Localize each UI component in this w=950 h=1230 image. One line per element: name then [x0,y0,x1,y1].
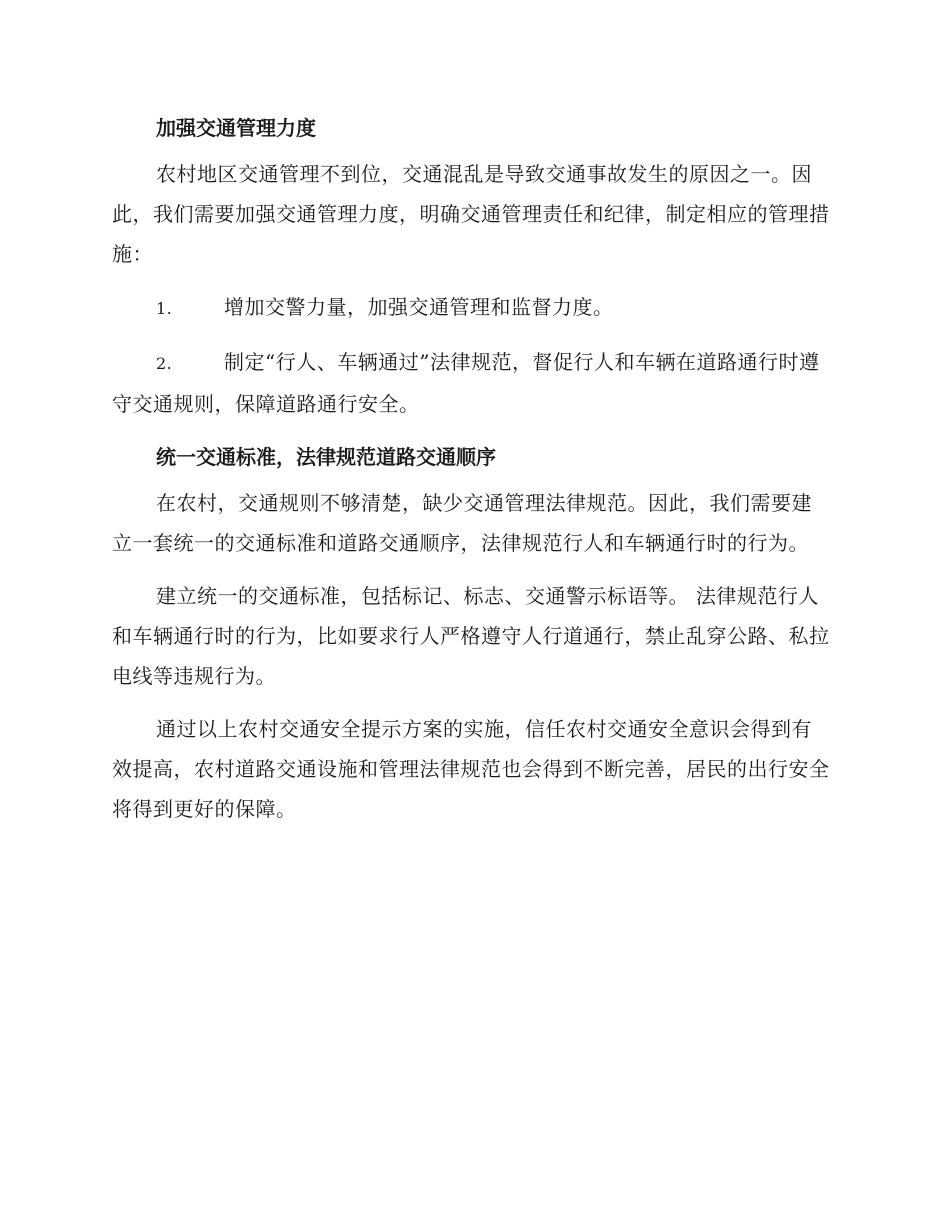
paragraph-management-intro: 农村地区交通管理不到位，交通混乱是导致交通事故发生的原因之一。因此，我们需要加强交通管理力度，明确交通管理责任和纪律，制定相应的管理措施： [112,162,830,266]
section-heading-traffic-management: 加强交通管理力度 [156,116,316,140]
paragraph-standards-detail: 建立统一的交通标准，包括标记、标志、交通警示标语等。 法律规范行人和车辆通行时的行为，比如要求行人严格遵守人行道通行，禁止乱穿公路、私拉电线等违规行为。 [112,584,830,688]
paragraph-conclusion: 通过以上农村交通安全提示方案的实施，信任农村交通安全意识会得到有效提高，农村道路交通设施和管理法律规范也会得到不断完善，居民的出行安全将得到更好的保障。 [112,717,830,821]
list-item-text: 制定“行人、车辆通过”法律规范，督促行人和车辆在道路通行时遵守交通规则，保障道路通行安全。 [112,350,820,416]
list-item [112,342,832,424]
list-item-number: 2. [156,354,173,373]
list-item-number: 1. [156,299,173,318]
document-page [112,108,832,842]
list-item [112,287,832,329]
paragraph-rural-rules: 在农村，交通规则不够清楚，缺少交通管理法律规范。因此，我们需要建立一套统一的交通标准和道路交通顺序，法律规范行人和车辆通行时的行为。 [112,491,812,555]
section-heading-unified-standards: 统一交通标准，法律规范道路交通顺序 [156,445,496,469]
list-item-text: 增加交警力量，加强交通管理和监督力度。 [224,295,614,319]
